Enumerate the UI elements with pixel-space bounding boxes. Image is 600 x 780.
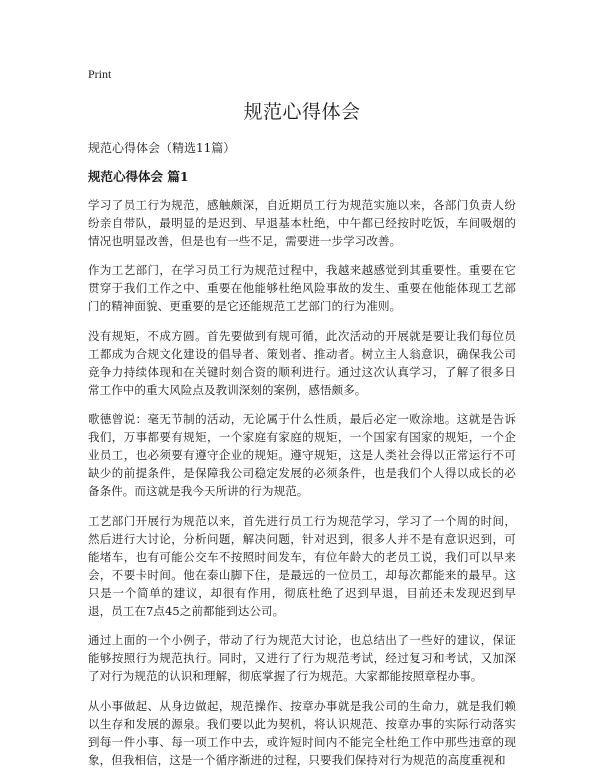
paragraph-3: 没有规矩，不成方圆。首先要做到有规可循，此次活动的开展就是要让我们每位员工都成为合规文化建设的倡导者、策划者、推动者。树立主人翁意识，确保我公司竞争力持续体现和在关键时刻合资的顺利进行。通过这次认真学习，了解了很多日常工作中的重大风险点及教训深刻的案例，感悟颇多。 (88, 328, 516, 397)
print-link[interactable]: Print (88, 67, 112, 81)
paragraph-7: 从小事做起、从身边做起，规范操作、按章办事就是我公司的生命力，就是我们赖以生存和发展的源泉。我们要以此为契机，将认识规范、按章办事的实际行动落实到每一件小事、每一项工作中去，或许短时间内不能完全杜绝工作中那些违章的现象，但我相信，这是一个循序渐进的过程，只要我们保持对行为规范的高度重视和 (88, 698, 516, 767)
document-subtitle: 规范心得体会（精选11篇） (88, 140, 236, 155)
paragraph-1: 学习了员工行为规范，感触颇深，自近期员工行为规范实施以来，各部门负责人纷纷亲自带队，最明显的是迟到、早退基本杜绝，中午都已经按时吃饭，车间吸烟的情况也明显改善，但是也有一些不足，需要进一步学习改善。 (88, 197, 516, 248)
paragraph-2: 作为工艺部门，在学习员工行为规范过程中，我越来越感觉到其重要性。重要在它贯穿于我们工作之中、重要在他能够杜绝风险事故的发生、重要在他能体现工艺部门的精神面貌、更重要的是它还能规范工艺部门的行为准则。 (88, 263, 516, 314)
document-page (88, 66, 516, 780)
paragraph-4: 歌德曾说：毫无节制的活动，无论属于什么性质，最后必定一败涂地。这就是告诉我们，万事都要有规矩，一个家庭有家庭的规矩，一个国家有国家的规矩，一个企业员工，也必须要有遵守企业的规矩。遵守规矩，这是人类社会得以正常运行不可缺少的前提条件，是保障我公司稳定发展的必须条件，也是我们个人得以成长的必备条件。而这就是我今天所讲的行为规范。 (88, 412, 516, 499)
paragraph-6: 通过上面的一个小例子，带动了行为规范大讨论，也总结出了一些好的建议，保证能够按照行为规范执行。同时，又进行了行为规范考试，经过复习和考试，又加深了对行为规范的认识和理解，彻底掌握了行为规范。大家都能按照章程办事。 (88, 633, 516, 684)
paragraph-5: 工艺部门开展行为规范以来，首先进行员工行为规范学习，学习了一个周的时间，然后进行大讨论，分析问题，解决问题，针对迟到，很多人并不是有意识迟到，可能堵车，也有可能公交车不按照时间发车，有位年龄大的老员工说，我们可以早来会，不要卡时间。他在泰山脚下住，是最远的一位员工，却每次都能来的最早。这只是一个简单的建议，却很有作用，彻底杜绝了迟到早退，目前还未发现迟到早退，员工在7点45之前都能到达公司。 (88, 513, 516, 618)
page-title: 规范心得体会 (243, 101, 361, 123)
section-heading: 规范心得体会 篇1 (88, 168, 189, 184)
